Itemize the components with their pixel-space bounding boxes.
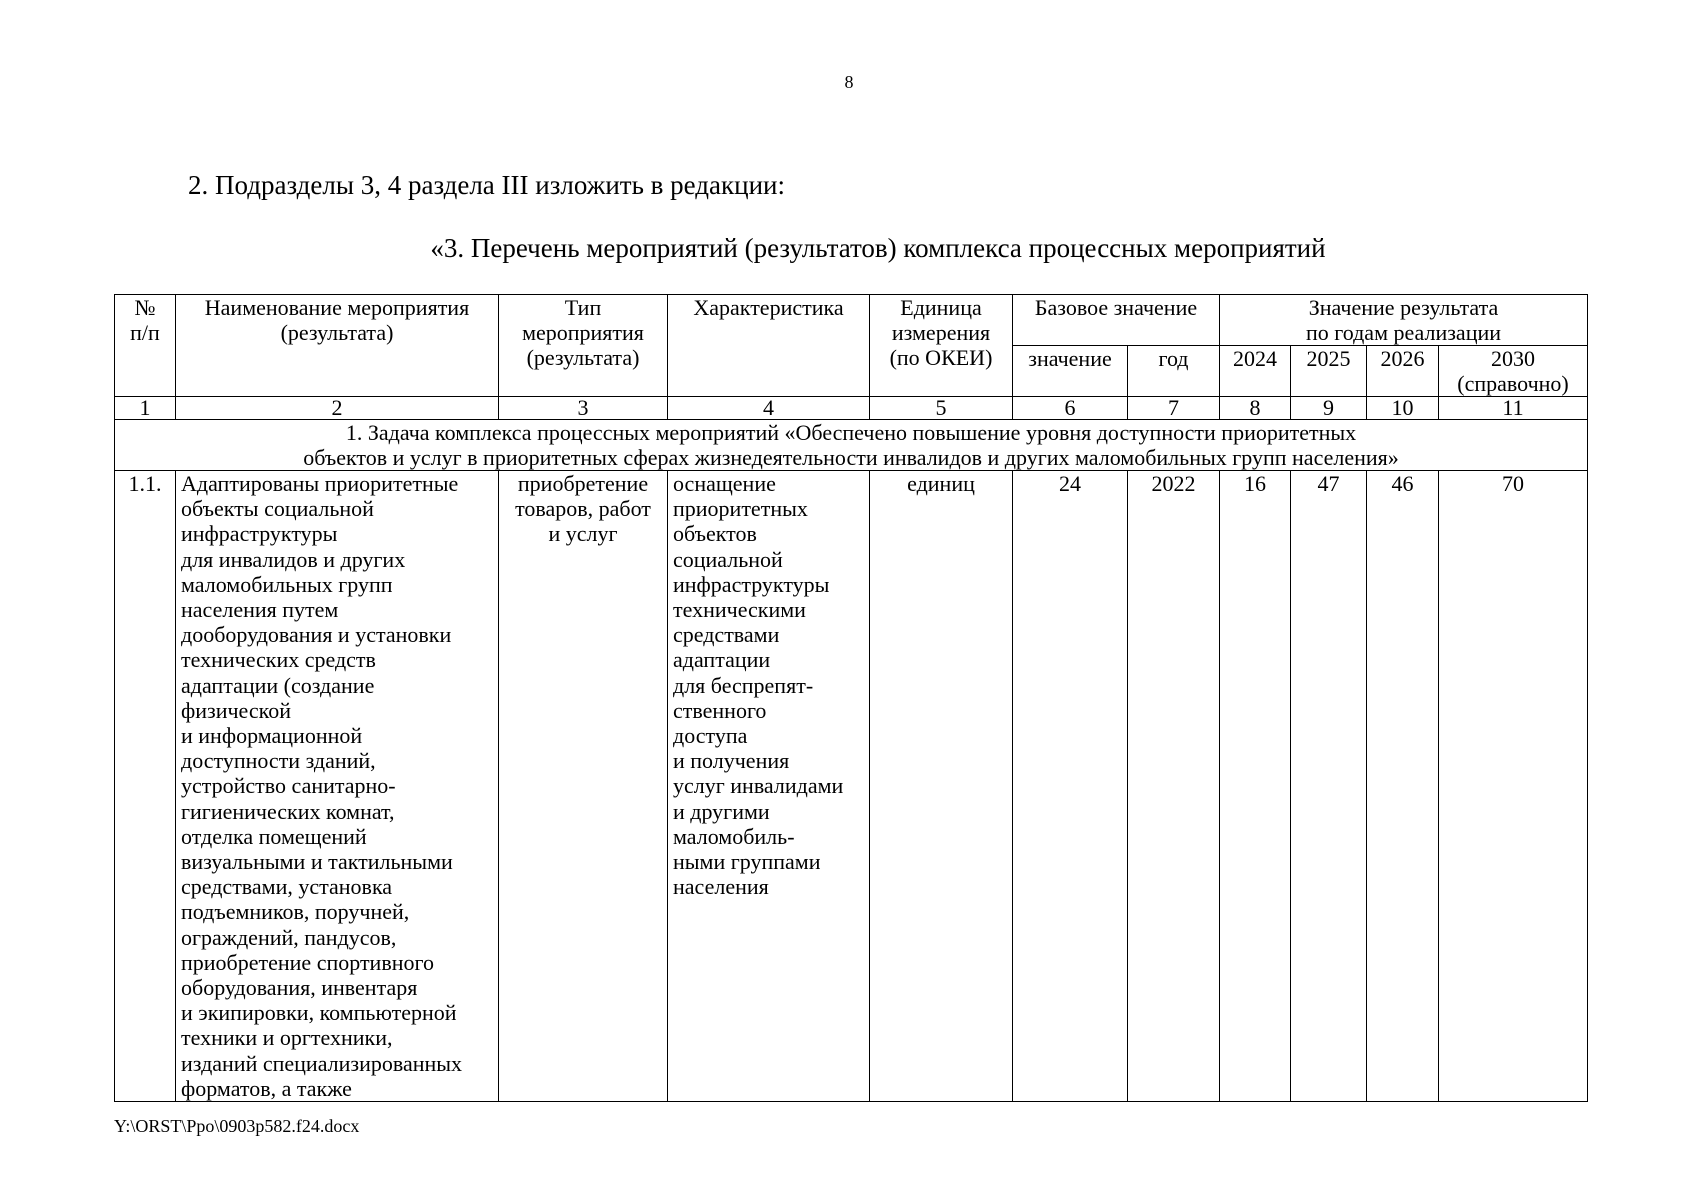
- column-number: 9: [1291, 397, 1367, 420]
- row-characteristic: оснащение приоритетных объектов социальной инфраструктуры техническими средствами адаптации для беспрепят- ственного доступа и получения услуг инвалидами и другими маломобиль- ными группами населения: [668, 471, 870, 1102]
- column-number: 11: [1439, 397, 1588, 420]
- row-value-2026: 46: [1367, 471, 1439, 1102]
- row-unit: единиц: [870, 471, 1013, 1102]
- header-unit: Единица измерения (по ОКЕИ): [870, 295, 1013, 397]
- column-number: 7: [1128, 397, 1220, 420]
- row-num: 1.1.: [115, 471, 176, 1102]
- header-base-year: год: [1128, 346, 1220, 397]
- measures-table: [114, 294, 1588, 1102]
- row-value-2024: 16: [1220, 471, 1291, 1102]
- header-result: Значение результата по годам реализации: [1220, 295, 1588, 346]
- column-number: 5: [870, 397, 1013, 420]
- intro-paragraph: 2. Подразделы 3, 4 раздела III изложить в редакции:: [188, 170, 785, 200]
- section-title: «3. Перечень мероприятий (результатов) комплекса процессных мероприятий: [430, 233, 1326, 263]
- header-2026: 2026: [1367, 346, 1439, 397]
- column-number: 6: [1013, 397, 1128, 420]
- header-num: № п/п: [115, 295, 176, 397]
- column-number: 3: [499, 397, 668, 420]
- header-type: Тип мероприятия (результата): [499, 295, 668, 397]
- column-number: 10: [1367, 397, 1439, 420]
- header-2025: 2025: [1291, 346, 1367, 397]
- header-base-value: значение: [1013, 346, 1128, 397]
- row-base-year: 2022: [1128, 471, 1220, 1102]
- page-number: 8: [844, 72, 854, 92]
- header-name: Наименование мероприятия (результата): [176, 295, 499, 397]
- row-value-2030: 70: [1439, 471, 1588, 1102]
- file-path-footer: Y:\ORST\Ppo\0903p582.f24.docx: [114, 1116, 360, 1136]
- column-number: 4: [668, 397, 870, 420]
- column-number: 1: [115, 397, 176, 420]
- header-2024: 2024: [1220, 346, 1291, 397]
- row-type: приобретение товаров, работ и услуг: [499, 471, 668, 1102]
- row-base-value: 24: [1013, 471, 1128, 1102]
- row-value-2025: 47: [1291, 471, 1367, 1102]
- header-2030: 2030 (справочно): [1439, 346, 1588, 397]
- column-number: 8: [1220, 397, 1291, 420]
- task-row: 1. Задача комплекса процессных мероприятий «Обеспечено повышение уровня доступности приоритетных объектов и услуг в приоритетных сферах жизнедеятельности инвалидов и других маломобильных групп населения»: [115, 420, 1588, 471]
- header-characteristic: Характеристика: [668, 295, 870, 397]
- row-name: Адаптированы приоритетные объекты социальной инфраструктуры для инвалидов и других маломобильных групп населения путем дооборудования и установки технических средств адаптации (создание физической и информационной доступности зданий, устройство санитарно- гигиенических комнат, отделка помещений визуальными и тактильными средствами, установка подъемников, поручней, ограждений, пандусов, приобретение спортивного оборудования, инвентаря и экипировки, компьютерной техники и оргтехники, изданий специализированных форматов, а также: [176, 471, 499, 1102]
- column-number: 2: [176, 397, 499, 420]
- header-base: Базовое значение: [1013, 295, 1220, 346]
